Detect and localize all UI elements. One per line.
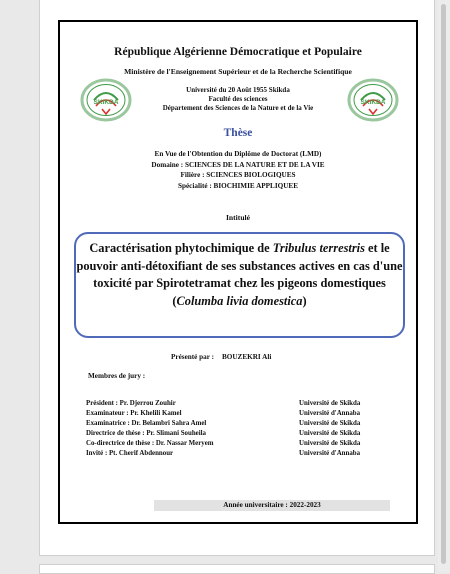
jury-row xyxy=(86,399,386,409)
degree-info xyxy=(60,149,416,191)
jury-list xyxy=(86,399,386,459)
jury-role: Président : Pr. Djerrou Zouhir xyxy=(86,400,176,407)
title-species-2: Columba livia domestica xyxy=(176,293,303,308)
jury-row xyxy=(86,429,386,439)
thesis-title-box xyxy=(74,232,405,338)
university-line: Université du 20 Août 1955 Skikda xyxy=(186,86,290,94)
jury-university: Université de Skikda xyxy=(299,430,361,437)
jury-row xyxy=(86,449,386,459)
purpose-line: En Vue de l'Obtention du Diplôme de Doctorat (LMD) xyxy=(154,150,322,158)
title-part-3: ) xyxy=(302,293,307,308)
cover-frame xyxy=(58,20,418,524)
jury-role: Directrice de thèse : Pr. Slimani Souheila xyxy=(86,430,206,437)
republic-title: République Algérienne Démocratique et Populaire xyxy=(114,46,362,58)
filiere-line: Filière : SCIENCES BIOLOGIQUES xyxy=(180,171,296,179)
document-type: Thèse xyxy=(223,127,253,139)
jury-row xyxy=(86,409,386,419)
scrollbar-thumb[interactable] xyxy=(441,4,446,564)
title-species-1: Tribulus terrestris xyxy=(272,241,365,255)
jury-university: Université d'Annaba xyxy=(299,410,361,417)
jury-role: Invité : Pt. Cherif Abdennour xyxy=(86,450,174,457)
university-logo-right xyxy=(347,78,399,122)
logo-left-text: SKIKDA xyxy=(93,99,119,106)
jury-row xyxy=(86,439,386,449)
jury-university: Université de Skikda xyxy=(299,400,361,407)
jury-university: Université d'Annaba xyxy=(299,450,361,457)
jury-university: Université de Skikda xyxy=(299,420,361,427)
intitule-label: Intitulé xyxy=(225,213,251,222)
academic-year: Année universitaire : 2022-2023 xyxy=(154,500,390,511)
jury-heading: Membres de jury : xyxy=(88,372,146,380)
title-part-1: Caractérisation phytochimique de xyxy=(89,241,273,255)
department-line: Département des Sciences de la Nature et de la Vie xyxy=(162,104,314,112)
faculty-line: Faculté des sciences xyxy=(208,95,268,103)
domain-line: Domaine : SCIENCES DE LA NATURE ET DE LA VIE xyxy=(151,160,325,169)
logo-right-text: SKIKDA xyxy=(360,99,386,106)
jury-role: Examinateur : Pr. Khelili Kamel xyxy=(86,410,182,417)
jury-university: Université de Skikda xyxy=(299,440,361,447)
presenter-line xyxy=(171,353,271,361)
next-page xyxy=(39,564,435,574)
university-logo-left xyxy=(80,78,132,122)
presenter-name: BOUZEKRI Ali xyxy=(221,353,272,361)
title-part-2: et le pouvoir anti-détoxifiant de ses substances actives en cas d'une toxicité par Spirotetramat chez les pigeons domestiques ( xyxy=(76,241,403,308)
jury-row xyxy=(86,419,386,429)
specialite-line: Spécialité : BIOCHIMIE APPLIQUEE xyxy=(178,181,298,190)
jury-role: Examinatrice : Dr. Belambri Sahra Amel xyxy=(86,420,207,427)
presenter-label: Présenté par : xyxy=(171,353,214,361)
jury-role: Co-directrice de thèse : Dr. Nassar Meryem xyxy=(86,440,214,447)
ministry-line: Ministère de l'Enseignement Supérieur et de la Recherche Scientifique xyxy=(124,67,352,76)
